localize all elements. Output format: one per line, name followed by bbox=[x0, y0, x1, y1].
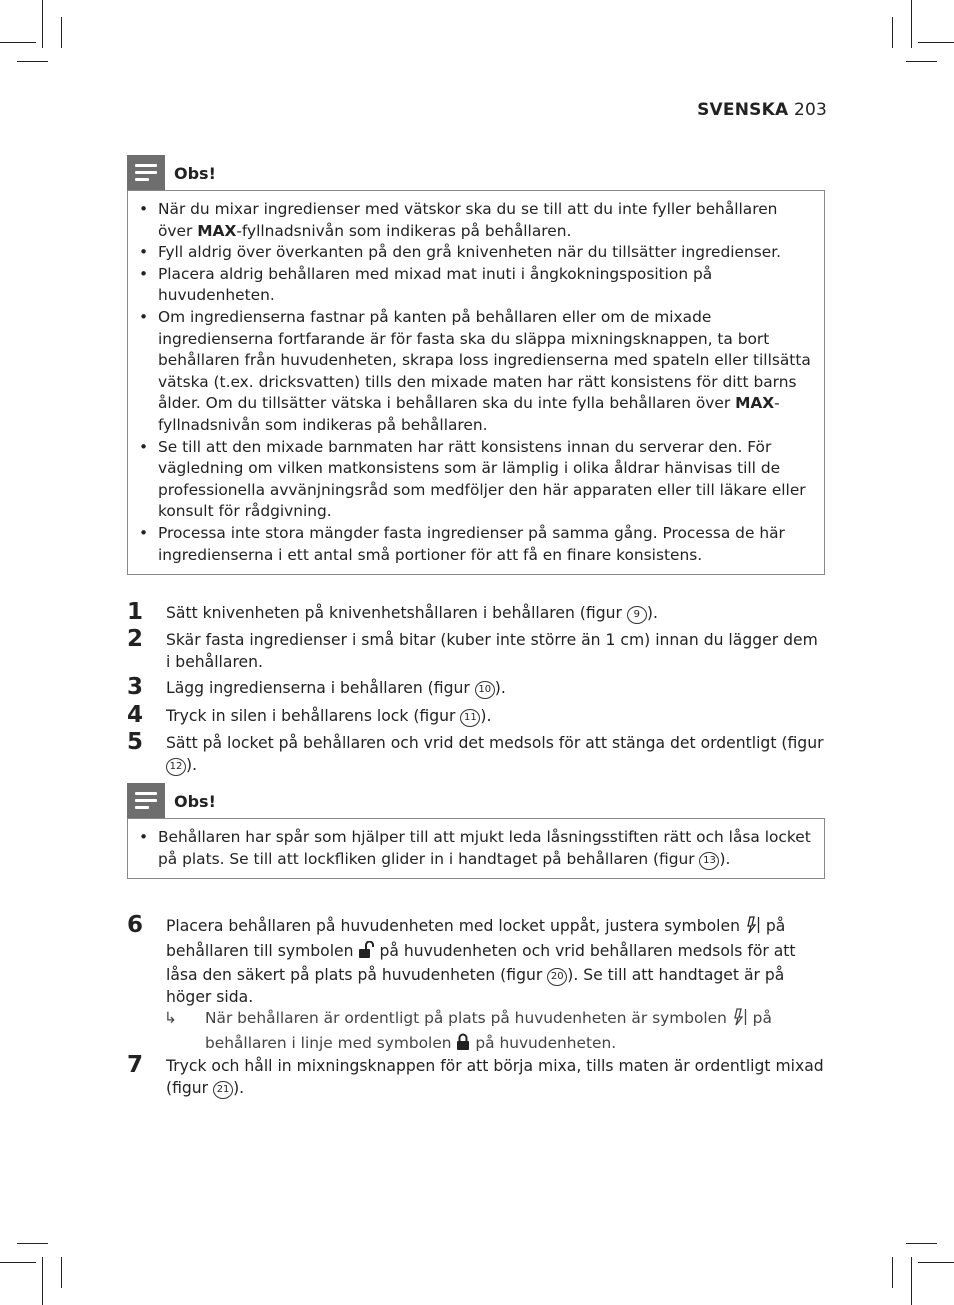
page-header bbox=[697, 100, 827, 120]
page-number: 203 bbox=[793, 100, 827, 120]
step-5 bbox=[127, 729, 827, 776]
step-text: Tryck in silen i behållarens lock (figur 11 ). bbox=[166, 707, 492, 725]
crop-mark bbox=[42, 0, 43, 48]
note-title: Obs! bbox=[174, 791, 216, 811]
step-text: Lägg ingredienserna i behållaren (figur 10 ). bbox=[166, 679, 506, 697]
note-item: • Fyll aldrig över överkanten på den grå knivenheten när du tillsätter ingredienser. bbox=[136, 242, 814, 264]
crop-mark bbox=[42, 1257, 43, 1305]
crop-mark bbox=[61, 17, 62, 48]
crop-mark bbox=[892, 17, 893, 48]
note-title: Obs! bbox=[174, 163, 216, 183]
note-item: • Om ingredienserna fastnar på kanten på behållaren eller om de mixade ingredienserna fortfarande är för fasta ska du släppa mixningsknappen, ta bort behållaren från huvudenheten, skrapa loss ingredienserna med spateln eller tillsätta vätska (t.ex. dricksvatten) tills den mixade maten har rätt konsistens för ditt barns ålder. Om du tillsätter vätska i behållaren ska du inte fylla behållaren över MAX-fyllnadsnivån som indikeras på behållaren. bbox=[136, 307, 814, 437]
crop-mark bbox=[0, 42, 36, 43]
step-6 bbox=[127, 912, 827, 1008]
figure-ref: 13 bbox=[699, 852, 719, 870]
note-box bbox=[127, 190, 825, 575]
figure-ref: 11 bbox=[460, 709, 480, 727]
crop-mark bbox=[0, 1262, 36, 1263]
note-header bbox=[127, 783, 216, 819]
step-number: 3 bbox=[127, 674, 144, 700]
note-icon bbox=[127, 783, 165, 819]
lock-icon bbox=[456, 1033, 470, 1058]
crop-mark bbox=[906, 61, 937, 62]
note-header bbox=[127, 155, 216, 191]
step-text: Placera behållaren på huvudenheten med locket uppåt, justera symbolen på behållaren till symbolen på huvudenheten och vrid behållaren medsols för att låsa den säkert på plats på huvudenheten (figur 20 ). Se till att handtaget är på höger sida. bbox=[166, 917, 796, 1006]
step-6-result bbox=[164, 1008, 826, 1057]
crop-mark bbox=[911, 1257, 912, 1305]
note-item: • Processa inte stora mängder fasta ingredienser på samma gång. Processa de här ingredienserna i ett antal små portioner för att få en finare konsistens. bbox=[136, 523, 814, 566]
step-number: 4 bbox=[127, 702, 144, 728]
step-number: 1 bbox=[127, 599, 144, 625]
result-text: När behållaren är ordentligt på plats på huvudenheten är symbolen på behållaren i linje med symbolen på huvudenheten. bbox=[205, 1008, 826, 1057]
step-number: 2 bbox=[127, 626, 144, 652]
figure-ref: 12 bbox=[166, 758, 186, 776]
step-1 bbox=[127, 599, 827, 625]
crop-mark bbox=[918, 42, 954, 43]
crop-mark bbox=[17, 61, 48, 62]
figure-ref: 9 bbox=[627, 606, 647, 624]
note-icon bbox=[127, 155, 165, 191]
figure-ref: 21 bbox=[213, 1081, 233, 1099]
step-number: 7 bbox=[127, 1052, 144, 1078]
step-7 bbox=[127, 1052, 827, 1099]
note-list bbox=[136, 827, 814, 870]
step-text: Skär fasta ingredienser i små bitar (kuber inte större än 1 cm) innan du lägger dem i behållaren. bbox=[166, 631, 818, 671]
figure-ref: 20 bbox=[547, 968, 567, 986]
crop-mark bbox=[17, 1243, 48, 1244]
step-text: Tryck och håll in mixningsknappen för att börja mixa, tills maten är ordentligt mixad (figur 21 ). bbox=[166, 1057, 824, 1097]
step-3 bbox=[127, 674, 827, 700]
unlock-icon bbox=[358, 941, 374, 966]
result-arrow-icon: ↳ bbox=[164, 1009, 177, 1027]
header-language: SVENSKA bbox=[697, 100, 789, 120]
crop-mark bbox=[906, 1243, 937, 1244]
note-item: • Behållaren har spår som hjälper till att mjukt leda låsningsstiften rätt och låsa locket på plats. Se till att lockfliken glider in i handtaget på behållaren (figur 13 ). bbox=[136, 827, 814, 870]
step-2 bbox=[127, 626, 827, 673]
crop-mark bbox=[911, 0, 912, 48]
blade-symbol-icon bbox=[745, 916, 761, 941]
note-item: • När du mixar ingredienser med vätskor ska du se till att du inte fyller behållaren över MAX-fyllnadsnivån som indikeras på behållaren. bbox=[136, 199, 814, 242]
note-item: • Se till att den mixade barnmaten har rätt konsistens innan du serverar den. För vägledning om vilken matkonsistens som är lämplig i olika åldrar hänvisas till de professionella avvänjningsråd som medföljer den här apparaten eller till läkare eller konsult för rådgivning. bbox=[136, 437, 814, 523]
step-text: Sätt på locket på behållaren och vrid det medsols för att stänga det ordentligt (figur 12 ). bbox=[166, 734, 824, 774]
note-item: • Placera aldrig behållaren med mixad mat inuti i ångkokningsposition på huvudenheten. bbox=[136, 264, 814, 307]
step-text: Sätt knivenheten på knivenhetshållaren i behållaren (figur 9 ). bbox=[166, 604, 658, 622]
figure-ref: 10 bbox=[475, 681, 495, 699]
step-number: 5 bbox=[127, 729, 144, 755]
crop-mark bbox=[61, 1257, 62, 1288]
crop-mark bbox=[918, 1262, 954, 1263]
step-number: 6 bbox=[127, 912, 144, 938]
note-list bbox=[136, 199, 814, 566]
step-4 bbox=[127, 702, 827, 728]
note-box bbox=[127, 818, 825, 879]
blade-symbol-icon bbox=[732, 1008, 748, 1033]
crop-mark bbox=[892, 1257, 893, 1288]
